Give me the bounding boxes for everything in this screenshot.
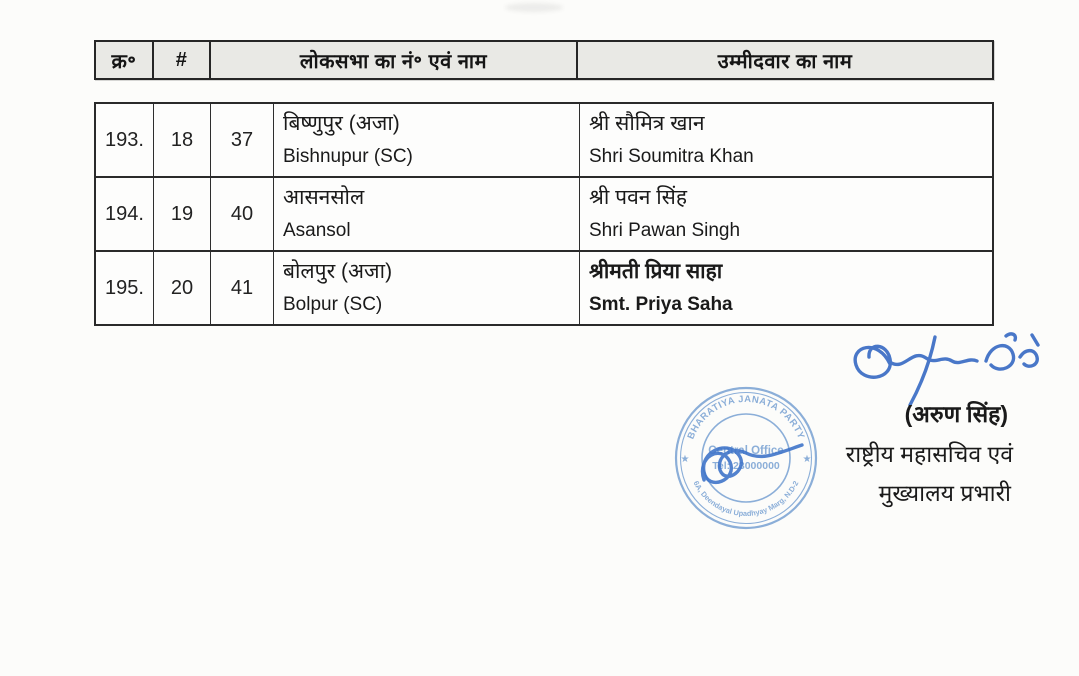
cell-constituency-no: 40 — [211, 178, 274, 250]
table-header-row — [94, 40, 994, 80]
candidate-english: Shri Soumitra Khan — [589, 146, 754, 167]
cell-constituency-no: 41 — [211, 252, 274, 324]
header-serial-no: क्र॰ — [96, 42, 154, 78]
cell-serial: 195. — [96, 252, 154, 324]
cell-constituency — [274, 252, 580, 324]
cell-constituency-no: 37 — [211, 104, 274, 176]
cell-candidate — [580, 178, 992, 250]
stamp-star-left-icon: ★ — [680, 454, 690, 465]
cell-serial: 194. — [96, 178, 154, 250]
candidate-table — [94, 102, 994, 326]
cell-candidate — [580, 252, 992, 324]
table-row — [96, 104, 992, 178]
cell-candidate — [580, 104, 992, 176]
cell-state-seq: 18 — [154, 104, 211, 176]
constituency-english: Asansol — [283, 220, 351, 241]
constituency-english: Bishnupur (SC) — [283, 146, 413, 167]
cell-constituency — [274, 178, 580, 250]
candidate-hindi: श्री सौमित्र खान — [589, 112, 705, 135]
constituency-hindi: आसनसोल — [283, 186, 365, 209]
stamp-outer-circle — [676, 388, 816, 528]
stamp-outer-inner-ring — [681, 393, 812, 524]
candidate-english: Shri Pawan Singh — [589, 220, 741, 241]
designation-line2: मुख्यालय प्रभारी — [878, 480, 1011, 506]
header-candidate-name: उम्मीदवार का नाम — [717, 50, 853, 73]
constituency-english: Bolpur (SC) — [283, 294, 383, 315]
stamp-center-line2: Tel: 23000000 — [712, 460, 780, 472]
stamp-top-arc-text: BHARATIYA JANATA PARTY — [685, 393, 807, 441]
header-hash: # — [154, 42, 211, 78]
table-row — [96, 252, 992, 324]
cell-state-seq: 20 — [154, 252, 211, 324]
candidate-english: Smt. Priya Saha — [589, 294, 733, 315]
scan-smudge — [505, 3, 563, 12]
signatory-name: (अरुण सिंह) — [904, 401, 1008, 427]
constituency-hindi: बोलपुर (अजा) — [283, 260, 393, 283]
candidate-hindi: श्री पवन सिंह — [589, 186, 688, 209]
stamp-inner-circle — [702, 414, 790, 502]
constituency-hindi: बिष्णुपुर (अजा) — [283, 112, 400, 135]
designation-line1: राष्ट्रीय महासचिव एवं — [845, 441, 1013, 467]
stamp-bottom-arc-text: 6A, Deendayal Upadhyay Marg, N.D-2 — [691, 479, 801, 518]
candidate-hindi: श्रीमती प्रिया साहा — [589, 260, 723, 283]
cell-serial: 193. — [96, 104, 154, 176]
stamp-star-right-icon: ★ — [802, 454, 812, 465]
table-row — [96, 178, 992, 252]
header-loksabha-no-name: लोकसभा का नं॰ एवं नाम — [211, 42, 578, 78]
stamp-center-line1: Central Office — [708, 445, 784, 457]
cell-constituency — [274, 104, 580, 176]
cell-state-seq: 19 — [154, 178, 211, 250]
